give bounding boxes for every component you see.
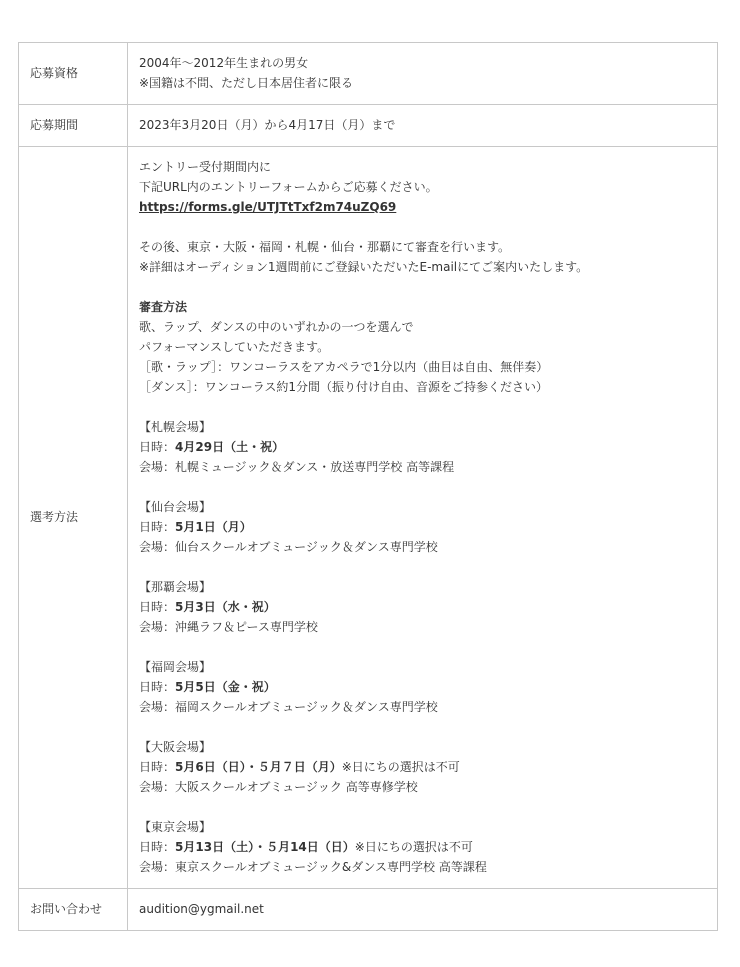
contact-label: お問い合わせ bbox=[19, 889, 128, 931]
spacer bbox=[139, 637, 706, 657]
eligibility-line-1: 2004年～2012年生まれの男女 bbox=[139, 56, 309, 70]
spacer bbox=[139, 397, 706, 417]
eligibility-value bbox=[128, 43, 718, 105]
venue-date: 日時：5月6日（日）・５月７日（月）※日にちの選択は不可 bbox=[139, 760, 460, 774]
spacer bbox=[139, 717, 706, 737]
contact-value bbox=[128, 889, 718, 931]
period-value bbox=[128, 105, 718, 147]
spacer bbox=[139, 277, 706, 297]
entry-form-link[interactable]: https://forms.gle/UTJTtTxf2m74uZQ69 bbox=[139, 200, 397, 214]
method-line-4: ［ダンス］：ワンコーラス約1分間（振り付け自由、音源をご持参ください） bbox=[139, 380, 549, 394]
venue-date-value: 5月6日（日）・５月７日（月） bbox=[175, 760, 342, 774]
venue-place-value: 沖縄ラフ＆ピース専門学校 bbox=[175, 620, 318, 634]
venue-date: 日時：5月3日（水・祝） bbox=[139, 600, 276, 614]
selection-after-2: ※詳細はオーディション1週間前にご登録いただいたE-mailにてご案内いたします。 bbox=[139, 260, 589, 274]
selection-label: 選考方法 bbox=[19, 147, 128, 889]
spacer bbox=[139, 477, 706, 497]
venue-date-value: 5月5日（金・祝） bbox=[175, 680, 276, 694]
venue-place-value: 福岡スクールオブミュージック＆ダンス専門学校 bbox=[175, 700, 438, 714]
method-line-2: パフォーマンスしていただきます。 bbox=[139, 340, 330, 354]
selection-after-1: その後、東京・大阪・福岡・札幌・仙台・那覇にて審査を行います。 bbox=[139, 240, 511, 254]
venue-place: 会場：仙台スクールオブミュージック＆ダンス専門学校 bbox=[139, 540, 438, 554]
venue-date: 日時：5月13日（土）・５月14日（日）※日にちの選択は不可 bbox=[139, 840, 473, 854]
venue-name: 【仙台会場】 bbox=[139, 500, 212, 514]
method-line-3: ［歌・ラップ］：ワンコーラスをアカペラで1分以内（曲目は自由、無伴奏） bbox=[139, 360, 549, 374]
row-selection bbox=[19, 147, 718, 889]
venue-place: 会場：札幌ミュージック＆ダンス・放送専門学校 高等課程 bbox=[139, 460, 455, 474]
venue-date-note: ※日にちの選択は不可 bbox=[354, 840, 473, 854]
venue-date: 日時：5月1日（月） bbox=[139, 520, 252, 534]
spacer bbox=[139, 557, 706, 577]
contact-email[interactable]: audition@ygmail.net bbox=[139, 902, 264, 916]
row-contact bbox=[19, 889, 718, 931]
eligibility-line-2: ※国籍は不問、ただし日本居住者に限る bbox=[139, 76, 354, 90]
venue-place: 会場：福岡スクールオブミュージック＆ダンス専門学校 bbox=[139, 700, 438, 714]
venue-place-value: 大阪スクールオブミュージック 高等専修学校 bbox=[175, 780, 418, 794]
venue-name: 【那覇会場】 bbox=[139, 580, 212, 594]
selection-value bbox=[128, 147, 718, 889]
venue-date-note: ※日にちの選択は不可 bbox=[341, 760, 460, 774]
selection-intro-1: エントリー受付期間内に bbox=[139, 160, 272, 174]
spacer bbox=[139, 217, 706, 237]
eligibility-label: 応募資格 bbox=[19, 43, 128, 105]
venue-place-value: 東京スクールオブミュージック&ダンス専門学校 高等課程 bbox=[175, 860, 487, 874]
row-eligibility bbox=[19, 43, 718, 105]
method-heading: 審査方法 bbox=[139, 300, 188, 314]
venue-date-value: 4月29日（土・祝） bbox=[175, 440, 285, 454]
venue-place: 会場：東京スクールオブミュージック&ダンス専門学校 高等課程 bbox=[139, 860, 487, 874]
spacer bbox=[139, 797, 706, 817]
venue-date-value: 5月1日（月） bbox=[175, 520, 252, 534]
period-label: 応募期間 bbox=[19, 105, 128, 147]
venue-name: 【札幌会場】 bbox=[139, 420, 212, 434]
venue-date: 日時：5月5日（金・祝） bbox=[139, 680, 276, 694]
entry-link-line bbox=[139, 197, 706, 217]
venue-date-value: 5月13日（土）・５月14日（日） bbox=[175, 840, 355, 854]
venue-place-value: 札幌ミュージック＆ダンス・放送専門学校 高等課程 bbox=[175, 460, 455, 474]
method-line-1: 歌、ラップ、ダンスの中のいずれかの一つを選んで bbox=[139, 320, 414, 334]
venue-place: 会場：大阪スクールオブミュージック 高等専修学校 bbox=[139, 780, 418, 794]
row-period bbox=[19, 105, 718, 147]
venue-name: 【大阪会場】 bbox=[139, 740, 212, 754]
selection-intro-2: 下記URL内のエントリーフォームからご応募ください。 bbox=[139, 180, 438, 194]
venue-place: 会場：沖縄ラフ＆ピース専門学校 bbox=[139, 620, 318, 634]
venue-name: 【東京会場】 bbox=[139, 820, 212, 834]
venue-date-value: 5月3日（水・祝） bbox=[175, 600, 276, 614]
audition-info-table bbox=[18, 42, 718, 931]
venue-place-value: 仙台スクールオブミュージック＆ダンス専門学校 bbox=[175, 540, 438, 554]
venue-name: 【福岡会場】 bbox=[139, 660, 212, 674]
period-text: 2023年3月20日（月）から4月17日（月）まで bbox=[139, 118, 396, 132]
venue-date: 日時：4月29日（土・祝） bbox=[139, 440, 285, 454]
